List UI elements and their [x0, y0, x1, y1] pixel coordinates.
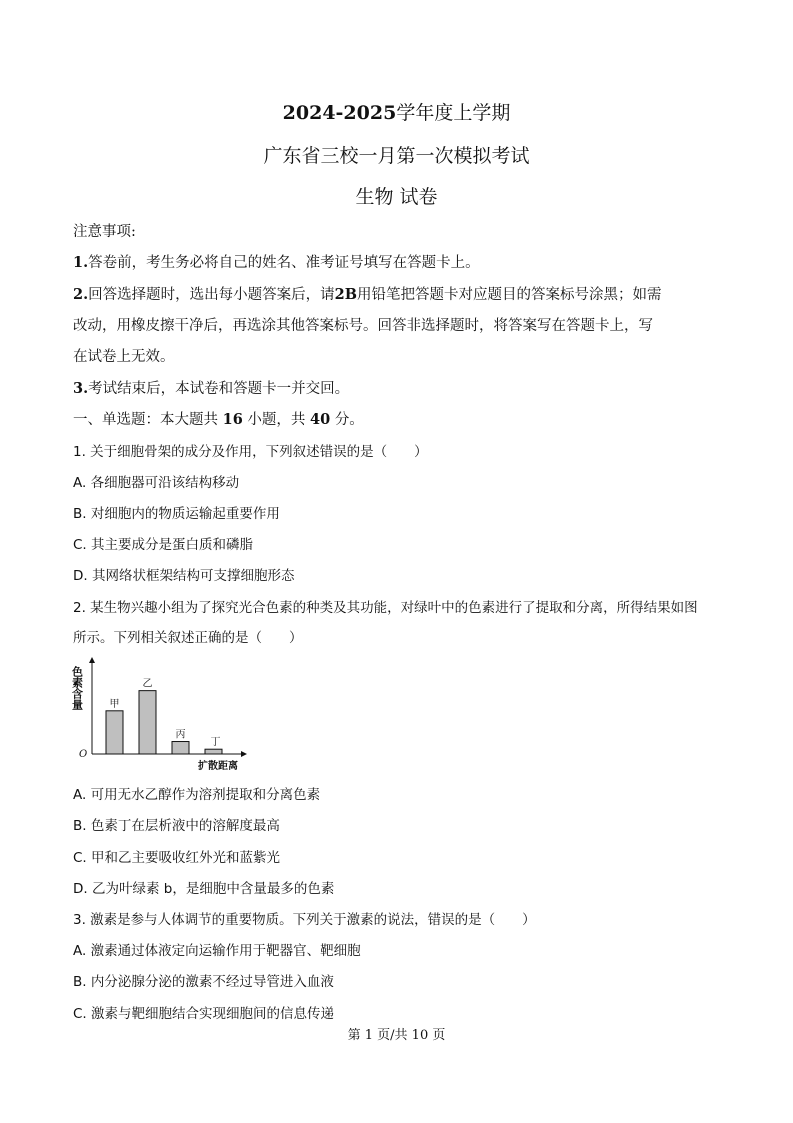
- q3-stem: 3. 激素是参与人体调节的重要物质。下列关于激素的说法，错误的是（ ）: [73, 912, 536, 928]
- bar-label-1: 甲: [109, 698, 120, 710]
- note-2-line-3: 在试卷上无效。: [73, 349, 175, 365]
- school-year: 2024-2025: [282, 102, 397, 124]
- note-2-line-2: 改动，用橡皮擦干净后，再选涂其他答案标号。回答非选择题时，将答案写在答题卡上，写: [73, 318, 653, 334]
- q2-stem-line-1: 2. 某生物兴趣小组为了探究光合色素的种类及其功能，对绿叶中的色素进行了提取和分离，所得结果如图: [73, 600, 698, 616]
- section-text-a: 一、单选题：本大题共: [73, 412, 218, 428]
- section-count: 16: [222, 411, 243, 428]
- bar-4: [205, 749, 222, 754]
- q2-option-b: B. 色素丁在层析液中的溶解度最高: [73, 818, 280, 834]
- exam-year-title: [0, 98, 793, 125]
- bar-group: [106, 678, 222, 754]
- q3-option-b: B. 内分泌腺分泌的激素不经过导管进入血液: [73, 974, 334, 990]
- bar-3: [172, 742, 189, 754]
- bar-1: [106, 711, 123, 754]
- pigment-bar-chart: [70, 654, 250, 776]
- note-1-text: 答卷前，考生务必将自己的姓名、准考证号填写在答题卡上。: [88, 255, 480, 271]
- q1-option-c: C. 其主要成分是蛋白质和磷脂: [73, 537, 254, 553]
- section-heading: [73, 408, 364, 429]
- bar-label-3: 丙: [175, 729, 186, 741]
- q2-option-c: C. 甲和乙主要吸收红外光和蓝紫光: [73, 850, 281, 866]
- section-text-c: 分。: [334, 412, 364, 428]
- note-2-number: 2.: [73, 286, 89, 303]
- origin-label: O: [79, 749, 88, 760]
- page-number: 第 1 页/共 10 页: [347, 1028, 446, 1043]
- notes-heading: 注意事项:: [73, 224, 136, 240]
- note-2-pencil: 2B: [334, 286, 357, 303]
- note-1-number: 1.: [73, 254, 89, 271]
- section-score: 40: [310, 411, 331, 428]
- q3-option-a: A. 激素通过体液定向运输作用于靶器官、靶细胞: [73, 943, 361, 959]
- q2-option-d: D. 乙为叶绿素 b，是细胞中含量最多的色素: [73, 881, 335, 897]
- note-1: [73, 251, 480, 272]
- exam-name: 广东省三校一月第一次模拟考试: [263, 145, 530, 167]
- bar-2: [139, 691, 156, 754]
- x-axis-label: 扩散距离: [198, 761, 238, 772]
- q3-option-c: C. 激素与靶细胞结合实现细胞间的信息传递: [73, 1006, 335, 1022]
- q1-stem: 1. 关于细胞骨架的成分及作用，下列叙述错误的是（ ）: [73, 444, 428, 460]
- q1-option-a: A. 各细胞器可沿该结构移动: [73, 475, 240, 491]
- term-label: 学年度上学期: [396, 102, 511, 124]
- section-text-b: 小题，共: [247, 412, 306, 428]
- note-3-text: 考试结束后，本试卷和答题卡一并交回。: [88, 381, 350, 397]
- note-2-text-a: 回答选择题时，选出每小题答案后，请: [88, 287, 335, 303]
- subject-title: 生物 试卷: [355, 186, 438, 208]
- q1-option-d: D. 其网络状框架结构可支撑细胞形态: [73, 568, 295, 584]
- y-axis-label: 色素含量: [70, 666, 84, 710]
- note-2-line-1: [73, 283, 662, 304]
- q2-stem-line-2: 所示。下列相关叙述正确的是（ ）: [73, 630, 303, 646]
- note-2-text-b: 用铅笔把答题卡对应题目的答案标号涂黑；如需: [357, 287, 662, 303]
- note-3: [73, 377, 349, 398]
- note-3-number: 3.: [73, 380, 89, 397]
- q2-option-a: A. 可用无水乙醇作为溶剂提取和分离色素: [73, 787, 321, 803]
- q1-option-b: B. 对细胞内的物质运输起重要作用: [73, 506, 280, 522]
- bar-label-2: 乙: [142, 678, 153, 690]
- bar-label-4: 丁: [210, 737, 221, 749]
